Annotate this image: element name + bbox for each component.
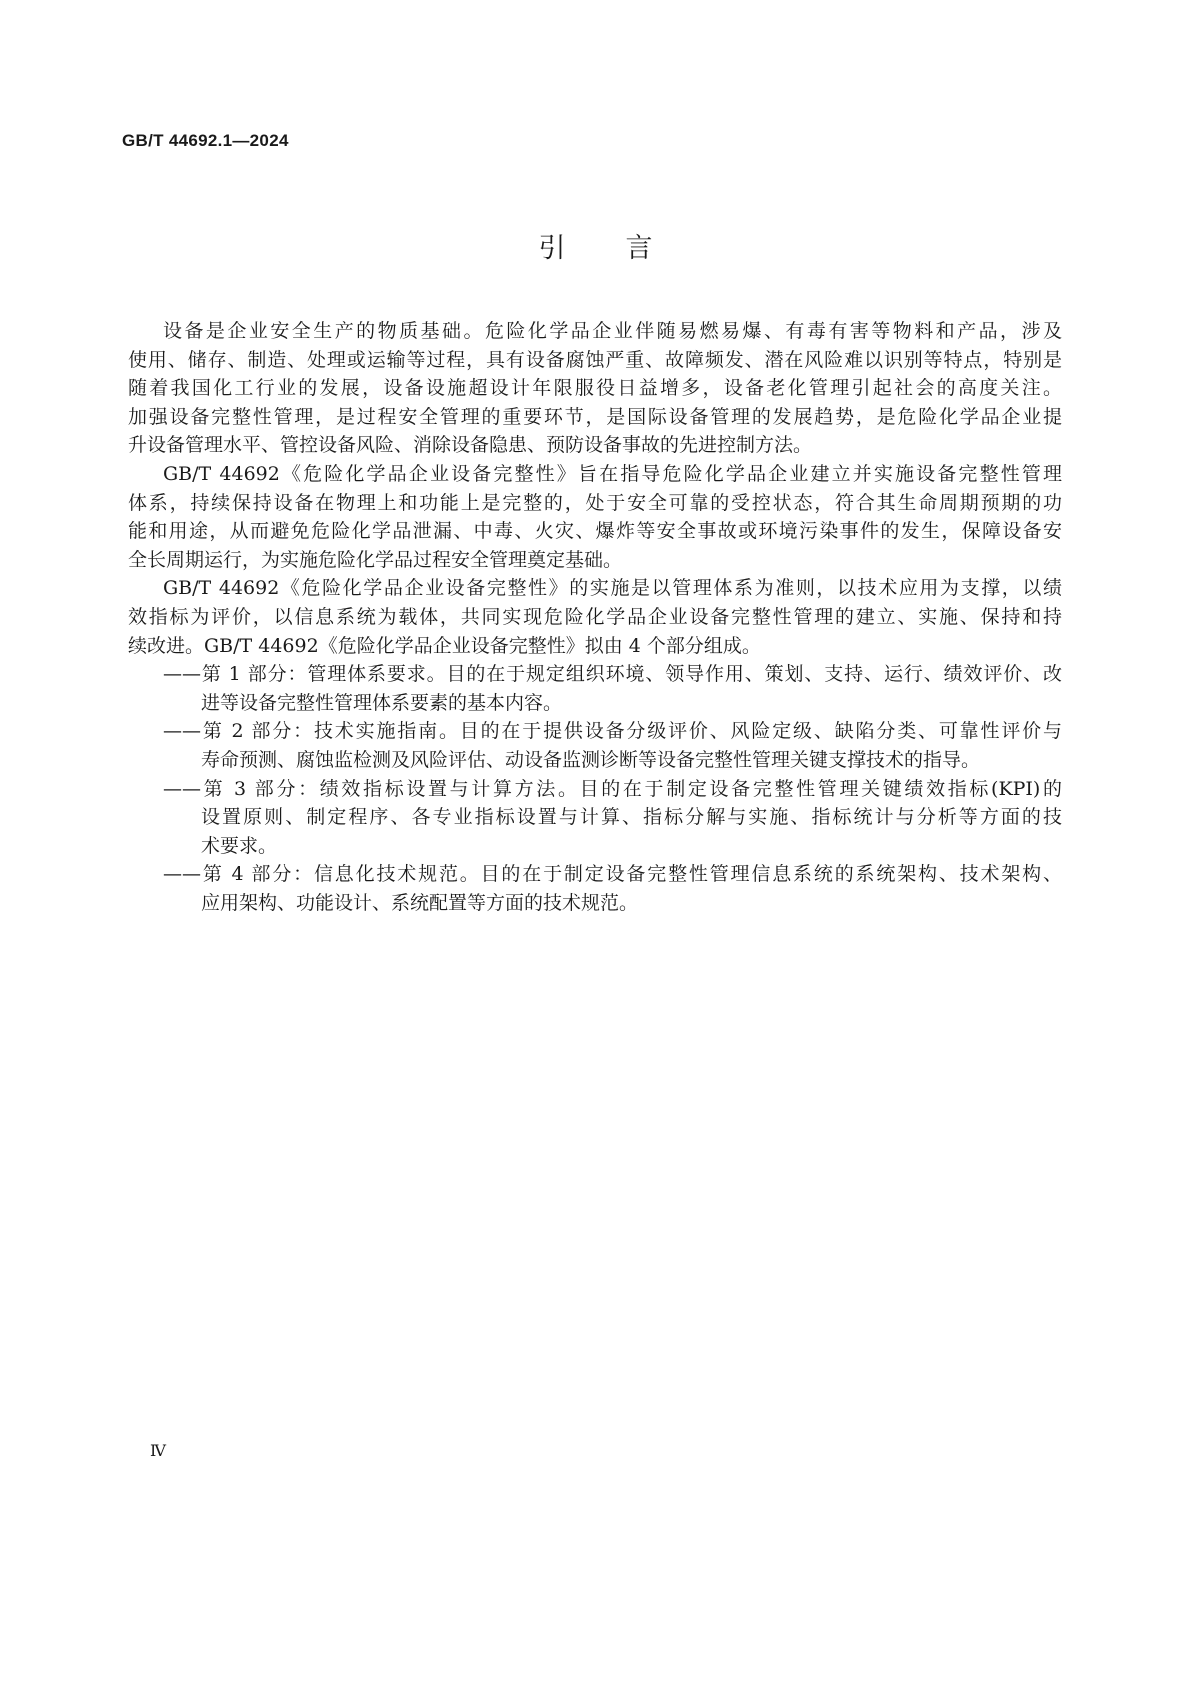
list-item (128, 717, 1062, 774)
text-line: 效指标为评价，以信息系统为载体，共同实现危险化学品企业设备完整性管理的建立、实施、保持和持 (128, 605, 1062, 628)
paragraph (128, 317, 1062, 460)
text-line: 随着我国化工行业的发展，设备设施超设计年限服役日益增多，设备老化管理引起社会的高度关注。 (128, 377, 1062, 400)
list-item (128, 660, 1062, 717)
text-line: 进等设备完整性管理体系要素的基本内容。 (201, 691, 563, 714)
text-line: 全长周期运行，为实施危险化学品过程安全管理奠定基础。 (128, 548, 623, 571)
text-line: 设置原则、制定程序、各专业指标设置与计算、指标分解与实施、指标统计与分析等方面的技 (201, 806, 1062, 829)
page-number: Ⅳ (150, 1441, 166, 1460)
text-line: 应用架构、功能设计、系统配置等方面的技术规范。 (201, 891, 639, 914)
text-line: ——第 1 部分：管理体系要求。目的在于规定组织环境、领导作用、策划、支持、运行、绩效评价、改 (163, 663, 1062, 686)
text-line: 使用、储存、制造、处理或运输等过程，具有设备腐蚀严重、故障频发、潜在风险难以识别等特点，特别是 (128, 348, 1062, 371)
text-line: 寿命预测、腐蚀监检测及风险评估、动设备监测诊断等设备完整性管理关键支撑技术的指导。 (201, 748, 981, 771)
text-line: 加强设备完整性管理，是过程安全管理的重要环节，是国际设备管理的发展趋势，是危险化学品企业提 (128, 405, 1062, 428)
paragraph (128, 460, 1062, 574)
text-line: GB/T 44692《危险化学品企业设备完整性》的实施是以管理体系为准则，以技术应用为支撑，以绩 (163, 577, 1062, 600)
text-line: 术要求。 (201, 834, 278, 857)
text-line: GB/T 44692《危险化学品企业设备完整性》旨在指导危险化学品企业建立并实施设备完整性管理 (163, 462, 1062, 485)
text-line: 体系，持续保持设备在物理上和功能上是完整的，处于安全可靠的受控状态，符合其生命周期预期的功 (128, 491, 1062, 514)
text-line: 续改进。GB/T 44692《危险化学品企业设备完整性》拟由 4 个部分组成。 (128, 634, 761, 657)
text-line: ——第 3 部分：绩效指标设置与计算方法。目的在于制定设备完整性管理关键绩效指标(KPI)的 (163, 777, 1062, 800)
text-line: ——第 4 部分：信息化技术规范。目的在于制定设备完整性管理信息系统的系统架构、技术架构、 (163, 863, 1062, 886)
list-item (128, 860, 1062, 917)
text-line: ——第 2 部分：技术实施指南。目的在于提供设备分级评价、风险定级、缺陷分类、可靠性评价与 (163, 720, 1062, 743)
list-item (128, 775, 1062, 861)
text-line: 能和用途，从而避免危险化学品泄漏、中毒、火灾、爆炸等安全事故或环境污染事件的发生，保障设备安 (128, 520, 1062, 543)
paragraph (128, 574, 1062, 660)
document-body (128, 317, 1062, 917)
page-title: 引言 (538, 233, 713, 264)
text-line: 设备是企业安全生产的物质基础。危险化学品企业伴随易燃易爆、有毒有害等物料和产品，涉及 (163, 320, 1062, 342)
text-line: 升设备管理水平、管控设备风险、消除设备隐患、预防设备事故的先进控制方法。 (128, 434, 813, 457)
standard-number-header: GB/T 44692.1—2024 (122, 131, 289, 150)
